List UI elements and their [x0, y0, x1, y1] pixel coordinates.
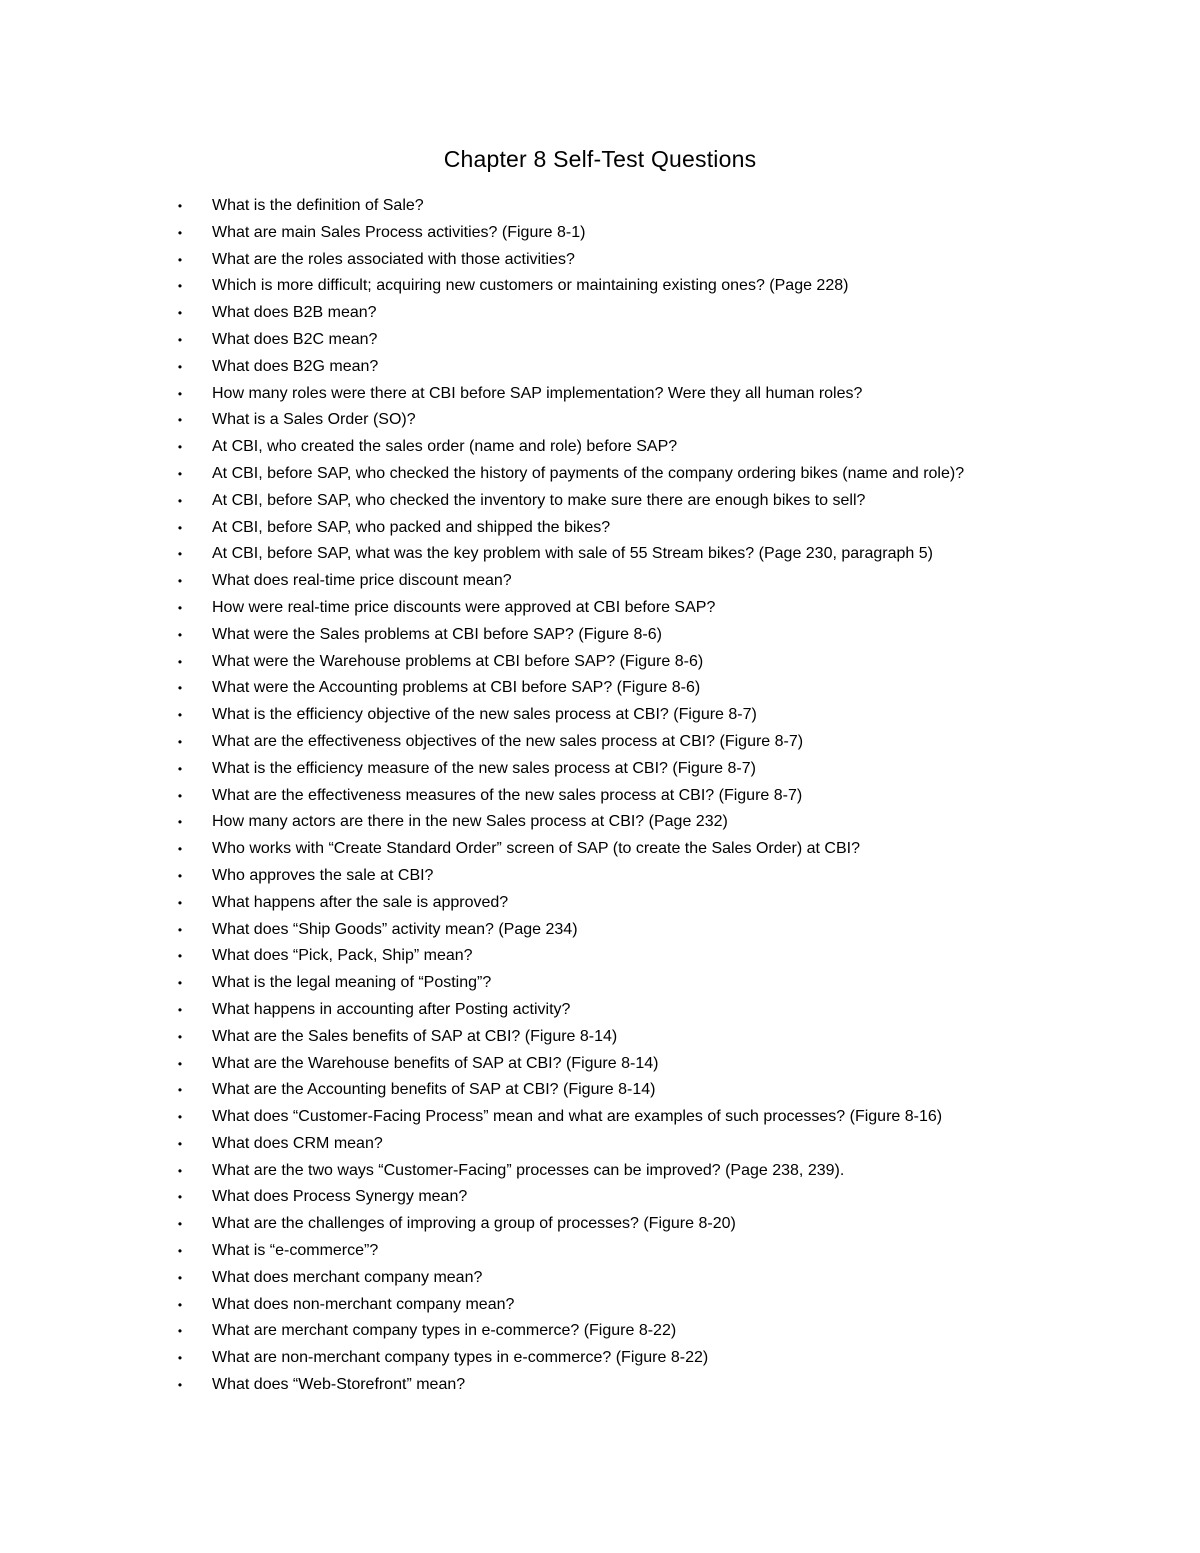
question-text: At CBI, before SAP, who checked the inventory to make sure there are enough bikes to sell? [212, 491, 866, 509]
list-item [0, 381, 1200, 408]
list-item [0, 809, 1200, 836]
list-item [0, 649, 1200, 676]
bullet-icon: • [177, 1324, 183, 1339]
question-text: What does B2B mean? [212, 304, 377, 322]
bullet-icon: • [177, 1110, 183, 1125]
bullet-icon: • [177, 895, 183, 910]
question-text: What are the Accounting benefits of SAP at CBI? (Figure 8-14) [212, 1081, 656, 1099]
bullet-icon: • [177, 440, 183, 455]
bullet-icon: • [177, 386, 183, 401]
question-text: What were the Warehouse problems at CBI before SAP? (Figure 8-6) [212, 652, 704, 670]
bullet-icon: • [177, 600, 183, 615]
list-item [0, 354, 1200, 381]
question-text: How many roles were there at CBI before SAP implementation? Were they all human roles? [212, 384, 863, 402]
bullet-icon: • [177, 1297, 183, 1312]
list-item [0, 193, 1200, 220]
bullet-icon: • [177, 252, 183, 267]
question-text: What does “Customer-Facing Process” mean and what are examples of such processes? (Figure 8-16) [212, 1108, 943, 1126]
list-item [0, 836, 1200, 863]
bullet-icon: • [177, 332, 183, 347]
bullet-icon: • [177, 681, 183, 696]
question-text: At CBI, before SAP, who checked the history of payments of the company ordering bikes (name and role)? [212, 464, 965, 482]
bullet-icon: • [177, 1136, 183, 1151]
bullet-icon: • [177, 1270, 183, 1285]
bullet-icon: • [177, 842, 183, 857]
question-text: What are the Sales benefits of SAP at CBI? (Figure 8-14) [212, 1027, 618, 1045]
list-item [0, 1077, 1200, 1104]
list-item [0, 890, 1200, 917]
question-list [0, 193, 1200, 1399]
bullet-icon: • [177, 1244, 183, 1259]
list-item [0, 702, 1200, 729]
question-text: What are the two ways “Customer-Facing” processes can be improved? (Page 238, 239). [212, 1161, 845, 1179]
question-text: What are merchant company types in e-commerce? (Figure 8-22) [212, 1322, 677, 1340]
question-text: At CBI, before SAP, what was the key problem with sale of 55 Stream bikes? (Page 230, paragraph 5) [212, 545, 933, 563]
list-item [0, 568, 1200, 595]
question-text: What does “Pick, Pack, Ship” mean? [212, 947, 473, 965]
question-text: What does Process Synergy mean? [212, 1188, 468, 1206]
page-title: Chapter 8 Self-Test Questions [443, 146, 757, 172]
list-item [0, 1184, 1200, 1211]
list-item [0, 1211, 1200, 1238]
bullet-icon: • [177, 1351, 183, 1366]
list-item [0, 515, 1200, 542]
list-item [0, 327, 1200, 354]
question-text: What happens in accounting after Posting activity? [212, 1000, 571, 1018]
list-item [0, 622, 1200, 649]
bullet-icon: • [177, 761, 183, 776]
question-text: What are the challenges of improving a group of processes? (Figure 8-20) [212, 1215, 736, 1233]
bullet-icon: • [177, 1217, 183, 1232]
bullet-icon: • [177, 1190, 183, 1205]
bullet-icon: • [177, 1378, 183, 1393]
list-item [0, 220, 1200, 247]
bullet-icon: • [177, 788, 183, 803]
bullet-icon: • [177, 547, 183, 562]
list-item [0, 273, 1200, 300]
list-item [0, 970, 1200, 997]
bullet-icon: • [177, 1002, 183, 1017]
list-item [0, 729, 1200, 756]
list-item [0, 783, 1200, 810]
question-text: What were the Sales problems at CBI before SAP? (Figure 8-6) [212, 625, 662, 643]
question-text: What are the Warehouse benefits of SAP at CBI? (Figure 8-14) [212, 1054, 659, 1072]
bullet-icon: • [177, 949, 183, 964]
question-text: What is “e-commerce”? [212, 1242, 379, 1260]
question-text: What is the efficiency measure of the new sales process at CBI? (Figure 8-7) [212, 759, 756, 777]
question-text: What does non-merchant company mean? [212, 1295, 515, 1313]
question-text: What are the roles associated with those activities? [212, 250, 575, 268]
bullet-icon: • [177, 574, 183, 589]
question-text: What does real-time price discount mean? [212, 572, 512, 590]
list-item [0, 1292, 1200, 1319]
bullet-icon: • [177, 225, 183, 240]
question-text: What is the definition of Sale? [212, 197, 424, 214]
question-text: At CBI, before SAP, who packed and shipped the bikes? [212, 518, 611, 536]
list-item [0, 247, 1200, 274]
list-item [0, 1345, 1200, 1372]
bullet-icon: • [177, 922, 183, 937]
list-item [0, 1265, 1200, 1292]
bullet-icon: • [177, 1163, 183, 1178]
question-text: What is the efficiency objective of the new sales process at CBI? (Figure 8-7) [212, 706, 757, 724]
list-item [0, 943, 1200, 970]
list-item [0, 461, 1200, 488]
bullet-icon: • [177, 466, 183, 481]
bullet-icon: • [177, 520, 183, 535]
list-item [0, 1318, 1200, 1345]
question-text: Which is more difficult; acquiring new customers or maintaining existing ones? (Page 228) [212, 277, 849, 295]
bullet-icon: • [177, 199, 183, 213]
question-text: What are non-merchant company types in e-commerce? (Figure 8-22) [212, 1349, 709, 1367]
bullet-icon: • [177, 976, 183, 991]
bullet-icon: • [177, 815, 183, 830]
bullet-icon: • [177, 627, 183, 642]
list-item [0, 917, 1200, 944]
bullet-icon: • [177, 654, 183, 669]
question-text: What are the effectiveness measures of the new sales process at CBI? (Figure 8-7) [212, 786, 803, 804]
list-item [0, 488, 1200, 515]
bullet-icon: • [177, 708, 183, 723]
bullet-icon: • [177, 413, 183, 428]
bullet-icon: • [177, 1056, 183, 1071]
question-text: How were real-time price discounts were approved at CBI before SAP? [212, 598, 716, 616]
question-text: At CBI, who created the sales order (name and role) before SAP? [212, 438, 678, 456]
question-text: Who approves the sale at CBI? [212, 866, 434, 884]
list-item [0, 675, 1200, 702]
list-item [0, 1131, 1200, 1158]
list-item [0, 756, 1200, 783]
bullet-icon: • [177, 306, 183, 321]
bullet-icon: • [177, 493, 183, 508]
list-item [0, 1238, 1200, 1265]
bullet-icon: • [177, 868, 183, 883]
bullet-icon: • [177, 359, 183, 374]
question-text: What does CRM mean? [212, 1134, 383, 1152]
list-item [0, 541, 1200, 568]
question-text: Who works with “Create Standard Order” screen of SAP (to create the Sales Order) at CBI? [212, 840, 860, 858]
list-item [0, 1104, 1200, 1131]
question-text: What does merchant company mean? [212, 1268, 483, 1286]
question-text: What does “Web-Storefront” mean? [212, 1376, 466, 1394]
list-item [0, 407, 1200, 434]
list-item [0, 1372, 1200, 1399]
list-item [0, 300, 1200, 327]
question-text: What does B2C mean? [212, 330, 378, 348]
question-text: What were the Accounting problems at CBI before SAP? (Figure 8-6) [212, 679, 701, 697]
list-item [0, 434, 1200, 461]
bullet-icon: • [177, 1083, 183, 1098]
list-item [0, 595, 1200, 622]
question-text: What does “Ship Goods” activity mean? (Page 234) [212, 920, 578, 938]
question-text: What happens after the sale is approved? [212, 893, 509, 911]
bullet-icon: • [177, 1029, 183, 1044]
question-text: How many actors are there in the new Sales process at CBI? (Page 232) [212, 813, 728, 831]
question-text: What does B2G mean? [212, 357, 379, 375]
question-text: What are the effectiveness objectives of the new sales process at CBI? (Figure 8-7) [212, 732, 804, 750]
list-item [0, 863, 1200, 890]
list-item [0, 1051, 1200, 1078]
list-item [0, 997, 1200, 1024]
list-item [0, 1158, 1200, 1185]
list-item [0, 1024, 1200, 1051]
question-text: What is the legal meaning of “Posting”? [212, 974, 492, 992]
question-text: What is a Sales Order (SO)? [212, 411, 416, 429]
bullet-icon: • [177, 734, 183, 749]
question-text: What are main Sales Process activities? (Figure 8-1) [212, 223, 586, 241]
bullet-icon: • [177, 279, 183, 294]
